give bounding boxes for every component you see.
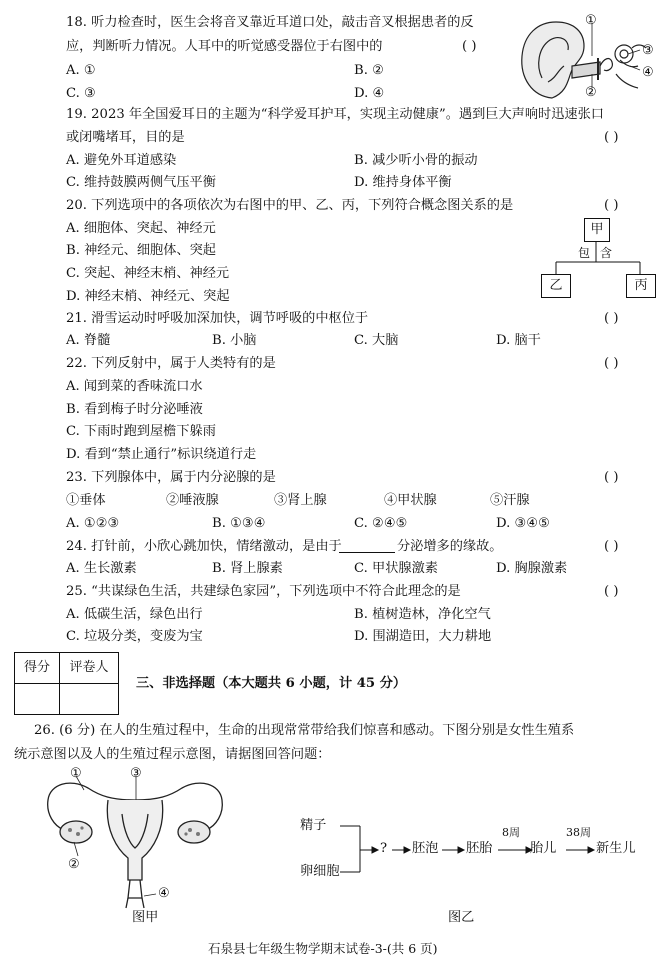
fig-a-label-1: ① bbox=[70, 766, 82, 781]
q22-option-a: A. 闻到菜的香味流口水 bbox=[66, 379, 203, 394]
q23-answer-paren: ( ) bbox=[604, 470, 619, 485]
q18-option-b: B. ② bbox=[354, 63, 384, 78]
fig-b-unknown: ? bbox=[380, 841, 388, 856]
concept-node-yi: 乙 bbox=[541, 274, 571, 298]
q21-option-c: C. 大脑 bbox=[354, 333, 399, 348]
q25-option-d: D. 围湖造田，大力耕地 bbox=[354, 629, 492, 644]
fig-a-label-2: ② bbox=[68, 857, 80, 872]
q22-answer-paren: ( ) bbox=[604, 356, 619, 371]
female-reproductive-diagram bbox=[40, 770, 230, 910]
q18-stem-line2: 应，判断听力情况。人耳中的听觉感受器位于右图中的 bbox=[66, 39, 383, 54]
q23-option-c: C. ②④⑤ bbox=[354, 516, 408, 531]
concept-relation-bao: 包 bbox=[578, 246, 591, 260]
q21-option-a: A. 脊髓 bbox=[66, 333, 111, 348]
q23-option-a: A. ①②③ bbox=[66, 516, 120, 531]
grader-cell[interactable] bbox=[60, 684, 119, 715]
fig-a-caption: 图甲 bbox=[132, 910, 159, 925]
q18-option-c: C. ③ bbox=[66, 86, 96, 101]
concept-node-jia: 甲 bbox=[584, 218, 610, 242]
q21-option-b: B. 小脑 bbox=[212, 333, 257, 348]
q19-stem-line2: 或闭嘴堵耳，目的是 bbox=[66, 130, 185, 145]
section-3-heading: 三、非选择题（本大题共 6 小题，计 45 分） bbox=[136, 676, 407, 691]
q21-stem: 21. 滑雪运动时呼吸加深加快，调节呼吸的中枢位于 bbox=[66, 311, 369, 326]
q19-option-b: B. 减少听小骨的振动 bbox=[354, 153, 478, 168]
q20-option-a: A. 细胞体、突起、神经元 bbox=[66, 221, 216, 236]
q24-option-c: C. 甲状腺激素 bbox=[354, 561, 438, 576]
q21-option-d: D. 脑干 bbox=[496, 333, 541, 348]
fig-b-egg: 卵细胞 bbox=[300, 864, 340, 879]
fig-b-caption: 图乙 bbox=[448, 910, 475, 925]
q24-fill-blank[interactable] bbox=[339, 552, 395, 553]
q24-stem-start: 24. 打针前，小欣心跳加快，情绪激动，是由于 bbox=[66, 539, 342, 554]
q19-option-c: C. 维持鼓膜两侧气压平衡 bbox=[66, 175, 216, 190]
q25-option-b: B. 植树造林，净化空气 bbox=[354, 607, 491, 622]
score-header: 得分 bbox=[15, 653, 60, 684]
q23-item-3: ③肾上腺 bbox=[274, 493, 327, 508]
ear-label-1: ① bbox=[585, 13, 597, 28]
q22-stem: 22. 下列反射中，属于人类特有的是 bbox=[66, 356, 276, 371]
q23-item-2: ②唾液腺 bbox=[166, 493, 219, 508]
q19-stem-line1: 19. 2023 年全国爱耳日的主题为“科学爱耳护耳，实现主动健康”。遇到巨大声响时迅速张口 bbox=[66, 107, 604, 122]
q26-stem-line2: 统示意图以及人的生殖过程示意图，请据图回答问题： bbox=[14, 747, 331, 762]
q24-option-a: A. 生长激素 bbox=[66, 561, 137, 576]
q19-option-d: D. 维持身体平衡 bbox=[354, 175, 452, 190]
fig-b-newborn: 新生儿 bbox=[596, 841, 636, 856]
q24-option-d: D. 胸腺激素 bbox=[496, 561, 568, 576]
fig-b-fetus: 胎儿 bbox=[530, 841, 557, 856]
q19-option-a: A. 避免外耳道感染 bbox=[66, 153, 177, 168]
q22-option-c: C. 下雨时跑到屋檐下躲雨 bbox=[66, 424, 216, 439]
q20-option-c: C. 突起、神经末梢、神经元 bbox=[66, 266, 230, 281]
ear-label-2: ② bbox=[585, 85, 597, 100]
score-cell[interactable] bbox=[15, 684, 60, 715]
q20-option-d: D. 神经末梢、神经元、突起 bbox=[66, 289, 230, 304]
q25-answer-paren: ( ) bbox=[604, 584, 619, 599]
q25-stem: 25. “共谋绿色生活，共建绿色家园”，下列选项中不符合此理念的是 bbox=[66, 584, 461, 599]
q18-answer-paren: ( ) bbox=[462, 39, 477, 54]
q24-stem-end: 分泌增多的缘故。 bbox=[397, 539, 503, 554]
q24-option-b: B. 肾上腺素 bbox=[212, 561, 283, 576]
q23-option-d: D. ③④⑤ bbox=[496, 516, 550, 531]
fig-a-label-3: ③ bbox=[130, 766, 142, 781]
concept-relation-han: 含 bbox=[600, 246, 613, 260]
concept-node-bing: 丙 bbox=[626, 274, 656, 298]
fig-b-weeks-38: 38周 bbox=[566, 826, 591, 839]
q21-answer-paren: ( ) bbox=[604, 311, 619, 326]
q20-stem: 20. 下列选项中的各项依次为右图中的甲、乙、丙，下列符合概念图关系的是 bbox=[66, 198, 514, 213]
fig-b-embryo: 胚胎 bbox=[466, 841, 493, 856]
q25-option-c: C. 垃圾分类，变废为宝 bbox=[66, 629, 203, 644]
q20-option-b: B. 神经元、细胞体、突起 bbox=[66, 243, 216, 258]
page-footer: 石泉县七年级生物学期末试卷-3-(共 6 页) bbox=[208, 941, 438, 956]
q18-option-d: D. ④ bbox=[354, 86, 385, 101]
q24-answer-paren: ( ) bbox=[604, 539, 619, 554]
q23-item-4: ④甲状腺 bbox=[384, 493, 437, 508]
q23-stem: 23. 下列腺体中，属于内分泌腺的是 bbox=[66, 470, 276, 485]
q18-stem-line1: 18. 听力检查时，医生会将音叉靠近耳道口处，敲击音叉根据患者的反 bbox=[66, 15, 474, 30]
score-table bbox=[14, 652, 119, 715]
q26-stem-line1: 26. (6 分) 在人的生殖过程中，生命的出现常常带给我们惊喜和感动。下图分别是女性生殖系 bbox=[34, 723, 575, 738]
q22-option-b: B. 看到梅子时分泌唾液 bbox=[66, 402, 203, 417]
ear-label-4: ④ bbox=[642, 65, 654, 80]
q25-option-a: A. 低碳生活，绿色出行 bbox=[66, 607, 203, 622]
q23-item-1: ①垂体 bbox=[66, 493, 106, 508]
q23-item-5: ⑤汗腺 bbox=[490, 493, 530, 508]
q20-answer-paren: ( ) bbox=[604, 198, 619, 213]
fig-a-label-4: ④ bbox=[158, 886, 170, 901]
q22-option-d: D. 看到“禁止通行”标识绕道行走 bbox=[66, 447, 257, 462]
q23-option-b: B. ①③④ bbox=[212, 516, 266, 531]
ear-label-3: ③ bbox=[642, 43, 654, 58]
fig-b-blastocyst: 胚泡 bbox=[412, 841, 439, 856]
fig-b-sperm: 精子 bbox=[300, 818, 327, 833]
q18-option-a: A. ① bbox=[66, 63, 96, 78]
fig-b-weeks-8: 8周 bbox=[502, 826, 520, 839]
q19-answer-paren: ( ) bbox=[604, 130, 619, 145]
grader-header: 评卷人 bbox=[60, 653, 119, 684]
